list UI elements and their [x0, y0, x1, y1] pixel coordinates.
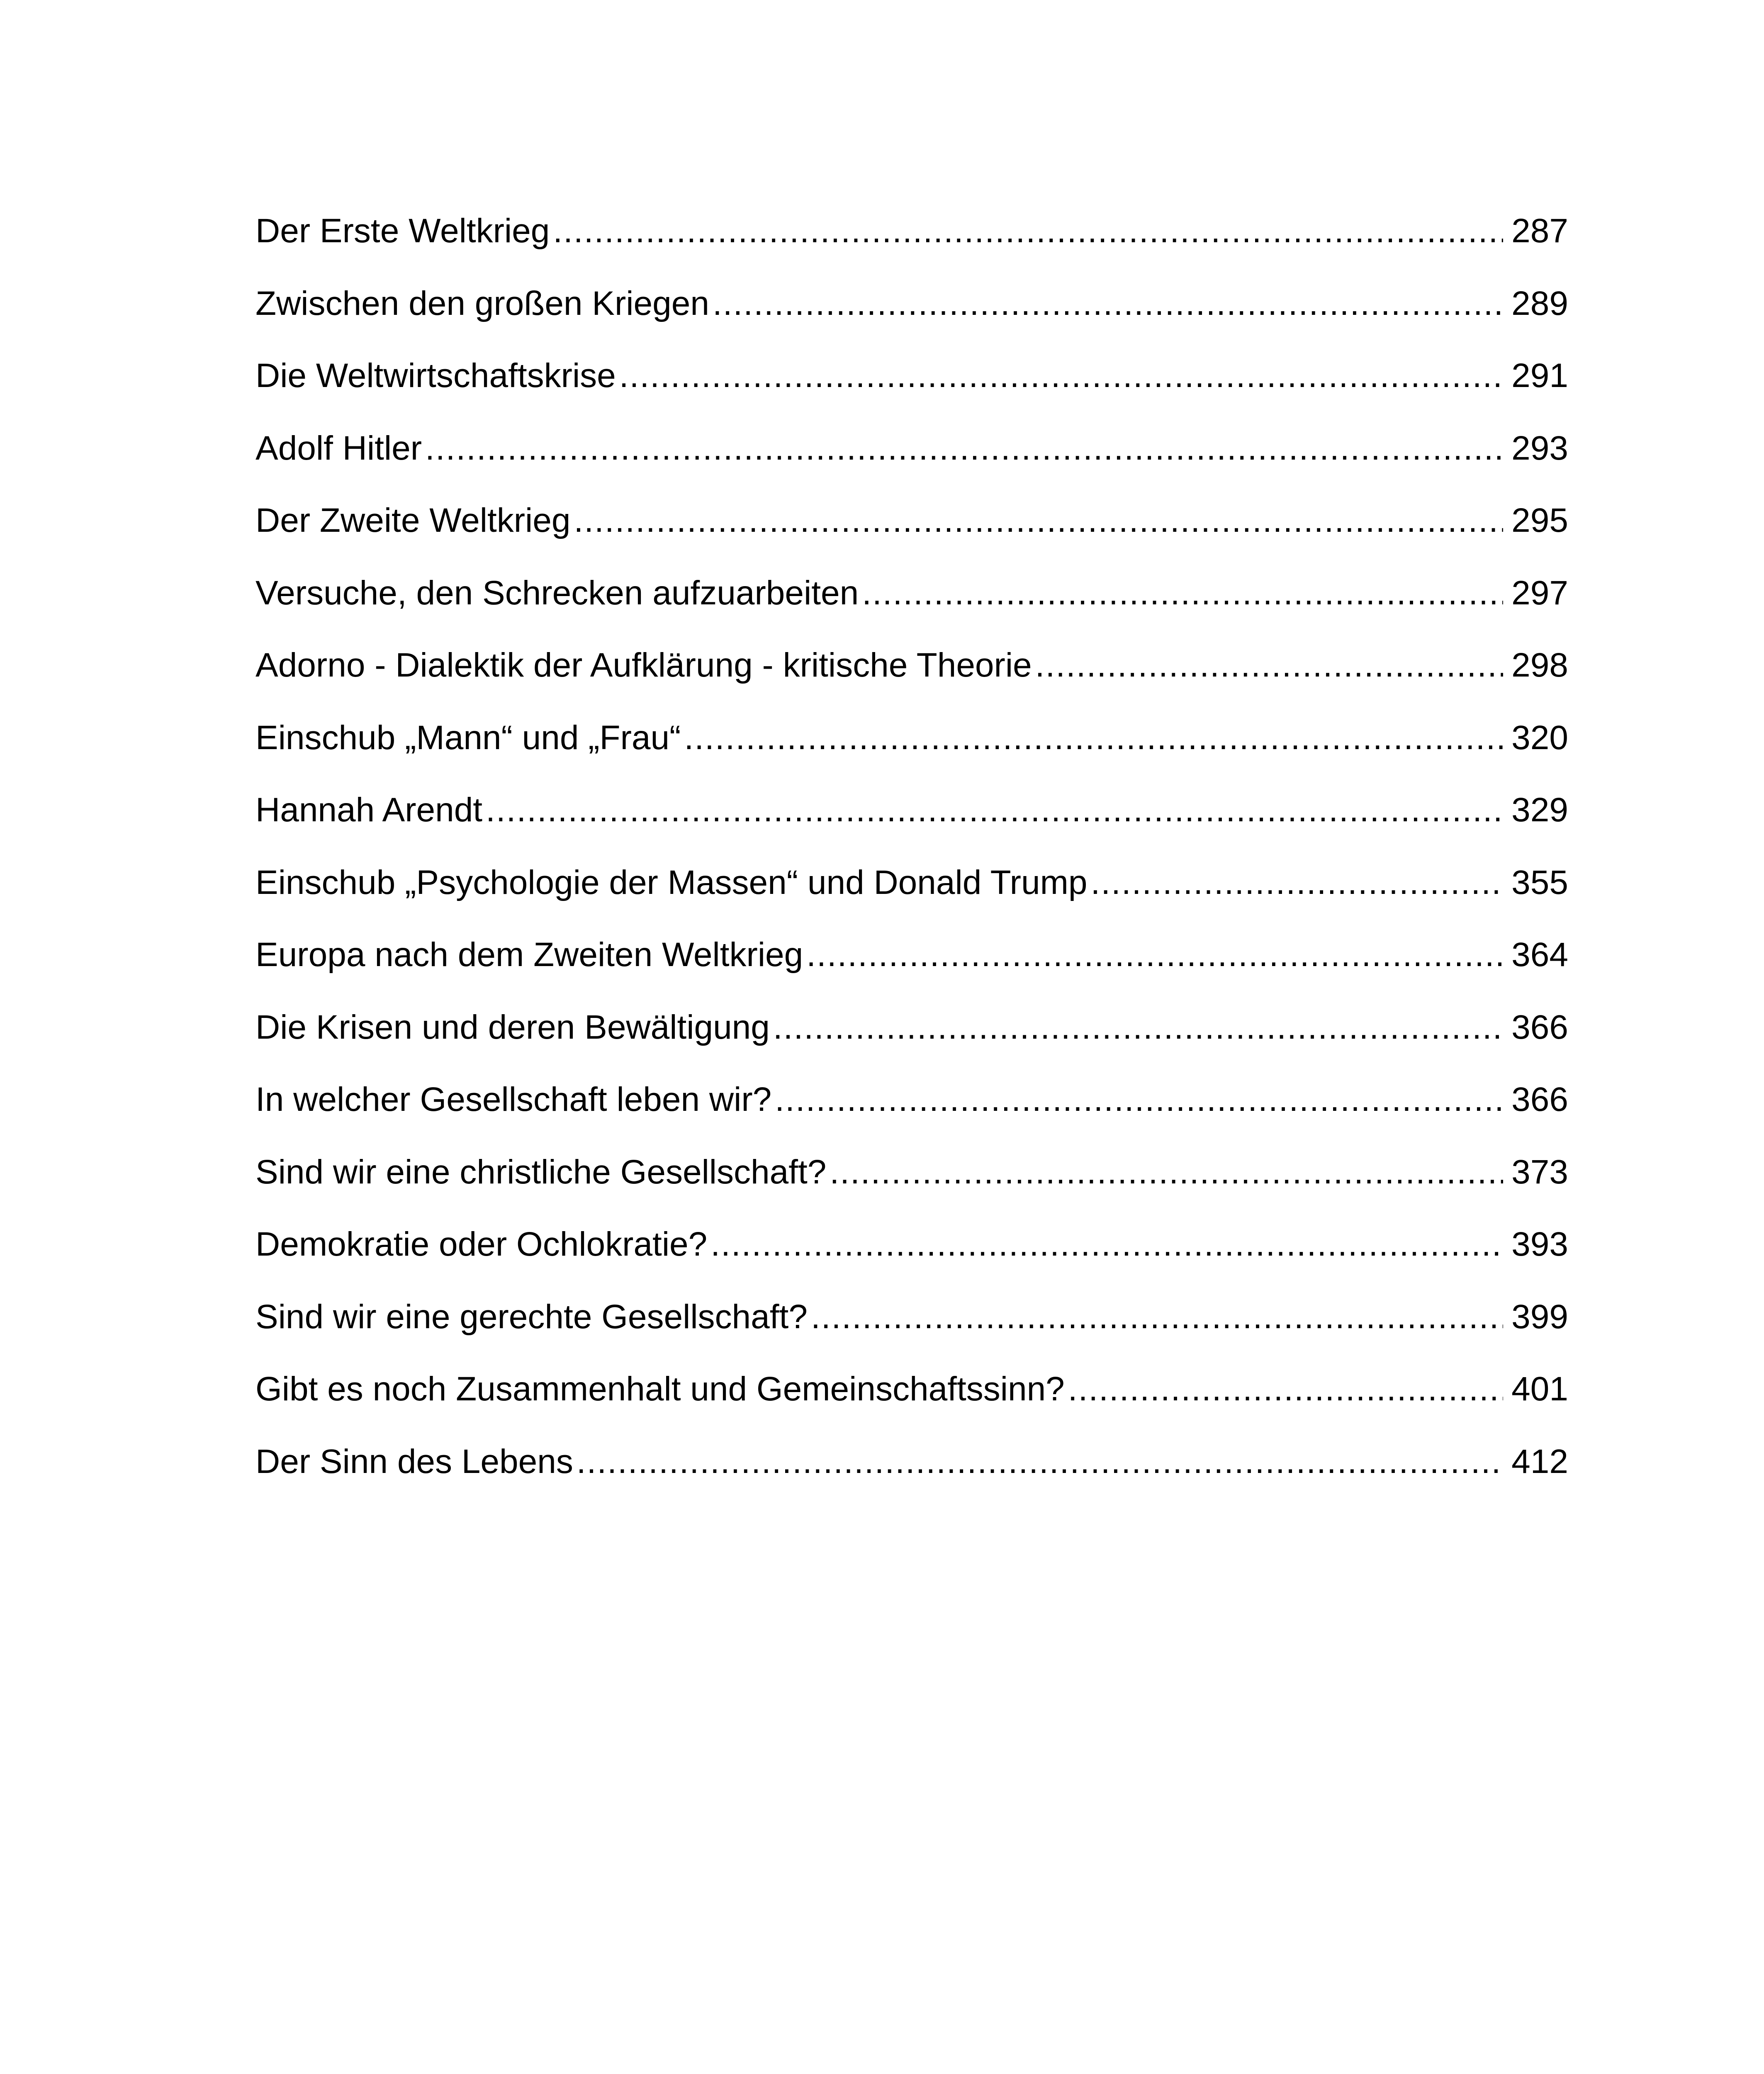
toc-dot-leader	[1090, 847, 1503, 919]
toc-entry-title: Einschub „Psychologie der Massen“ und Donald Trump	[255, 863, 1088, 901]
toc-entry[interactable]	[255, 991, 1568, 1064]
toc-entry-title: Adorno - Dialektik der Aufklärung - kritische Theorie	[255, 646, 1032, 684]
toc-dot-leader	[775, 1064, 1503, 1136]
toc-entry[interactable]	[255, 1064, 1568, 1136]
toc-dot-leader	[811, 1281, 1503, 1353]
toc-entry-title: Der Zweite Weltkrieg	[255, 501, 571, 539]
toc-entry[interactable]	[255, 195, 1568, 268]
toc-entry-page: 291	[1511, 357, 1568, 394]
toc-dot-leader	[1068, 1353, 1503, 1426]
toc-entry-title: Demokratie oder Ochlokratie?	[255, 1225, 708, 1263]
toc-entry[interactable]	[255, 702, 1568, 774]
toc-entry-page: 287	[1511, 212, 1568, 250]
toc-dot-leader	[710, 1208, 1503, 1281]
toc-entry[interactable]	[255, 629, 1568, 702]
toc-entry[interactable]	[255, 1353, 1568, 1426]
toc-entry-title: Versuche, den Schrecken aufzuarbeiten	[255, 574, 859, 612]
toc-entry-title: Hannah Arendt	[255, 791, 483, 829]
toc-entry[interactable]	[255, 340, 1568, 412]
table-of-contents	[255, 195, 1568, 1498]
toc-entry[interactable]	[255, 1426, 1568, 1498]
toc-entry-page: 320	[1511, 718, 1568, 757]
toc-entry-title: Die Krisen und deren Bewältigung	[255, 1008, 770, 1046]
toc-entry-title: Sind wir eine gerechte Gesellschaft?	[255, 1297, 808, 1336]
toc-entry-page: 297	[1511, 574, 1568, 612]
toc-entry-title: Der Sinn des Lebens	[255, 1442, 573, 1480]
toc-entry-page: 295	[1511, 501, 1568, 539]
toc-entry-title: In welcher Gesellschaft leben wir?	[255, 1081, 772, 1118]
toc-dot-leader	[619, 340, 1503, 412]
toc-entry-page: 289	[1511, 284, 1568, 322]
toc-dot-leader	[830, 1136, 1503, 1209]
toc-entry[interactable]	[255, 774, 1568, 847]
toc-entry[interactable]	[255, 557, 1568, 630]
toc-dot-leader	[806, 919, 1503, 991]
toc-entry-page: 366	[1511, 1081, 1568, 1118]
toc-dot-leader	[684, 702, 1503, 774]
toc-dot-leader	[1035, 629, 1504, 702]
toc-entry-title: Europa nach dem Zweiten Weltkrieg	[255, 936, 803, 974]
toc-entry-page: 329	[1511, 791, 1568, 829]
toc-entry-page: 401	[1511, 1370, 1568, 1408]
toc-entry-title: Adolf Hitler	[255, 429, 422, 467]
toc-entry[interactable]	[255, 1281, 1568, 1353]
toc-entry-page: 373	[1511, 1153, 1568, 1191]
toc-entry-page: 399	[1511, 1297, 1568, 1336]
toc-entry-page: 412	[1511, 1442, 1568, 1480]
toc-entry-page: 298	[1511, 646, 1568, 684]
toc-entry-page: 293	[1511, 429, 1568, 467]
toc-entry-page: 355	[1511, 863, 1568, 901]
toc-entry-page: 366	[1511, 1008, 1568, 1046]
toc-entry[interactable]	[255, 919, 1568, 991]
toc-entry[interactable]	[255, 1136, 1568, 1209]
toc-dot-leader	[577, 1426, 1503, 1498]
toc-entry-page: 364	[1511, 936, 1568, 974]
toc-dot-leader	[486, 774, 1503, 847]
toc-entry-title: Die Weltwirtschaftskrise	[255, 357, 616, 394]
toc-entry-title: Sind wir eine christliche Gesellschaft?	[255, 1153, 827, 1191]
toc-entry-title: Der Erste Weltkrieg	[255, 212, 550, 250]
toc-entry[interactable]	[255, 847, 1568, 919]
toc-entry-title: Einschub „Mann“ und „Frau“	[255, 718, 681, 757]
toc-dot-leader	[773, 991, 1503, 1064]
toc-dot-leader	[553, 195, 1503, 268]
toc-dot-leader	[713, 268, 1503, 340]
toc-entry-title: Zwischen den großen Kriegen	[255, 284, 709, 322]
toc-entry-page: 393	[1511, 1225, 1568, 1263]
toc-dot-leader	[574, 484, 1503, 557]
toc-entry[interactable]	[255, 484, 1568, 557]
toc-entry[interactable]	[255, 1208, 1568, 1281]
toc-entry[interactable]	[255, 412, 1568, 485]
toc-dot-leader	[425, 412, 1503, 485]
toc-dot-leader	[862, 557, 1503, 630]
toc-entry-title: Gibt es noch Zusammenhalt und Gemeinschaftssinn?	[255, 1370, 1065, 1408]
toc-entry[interactable]	[255, 268, 1568, 340]
